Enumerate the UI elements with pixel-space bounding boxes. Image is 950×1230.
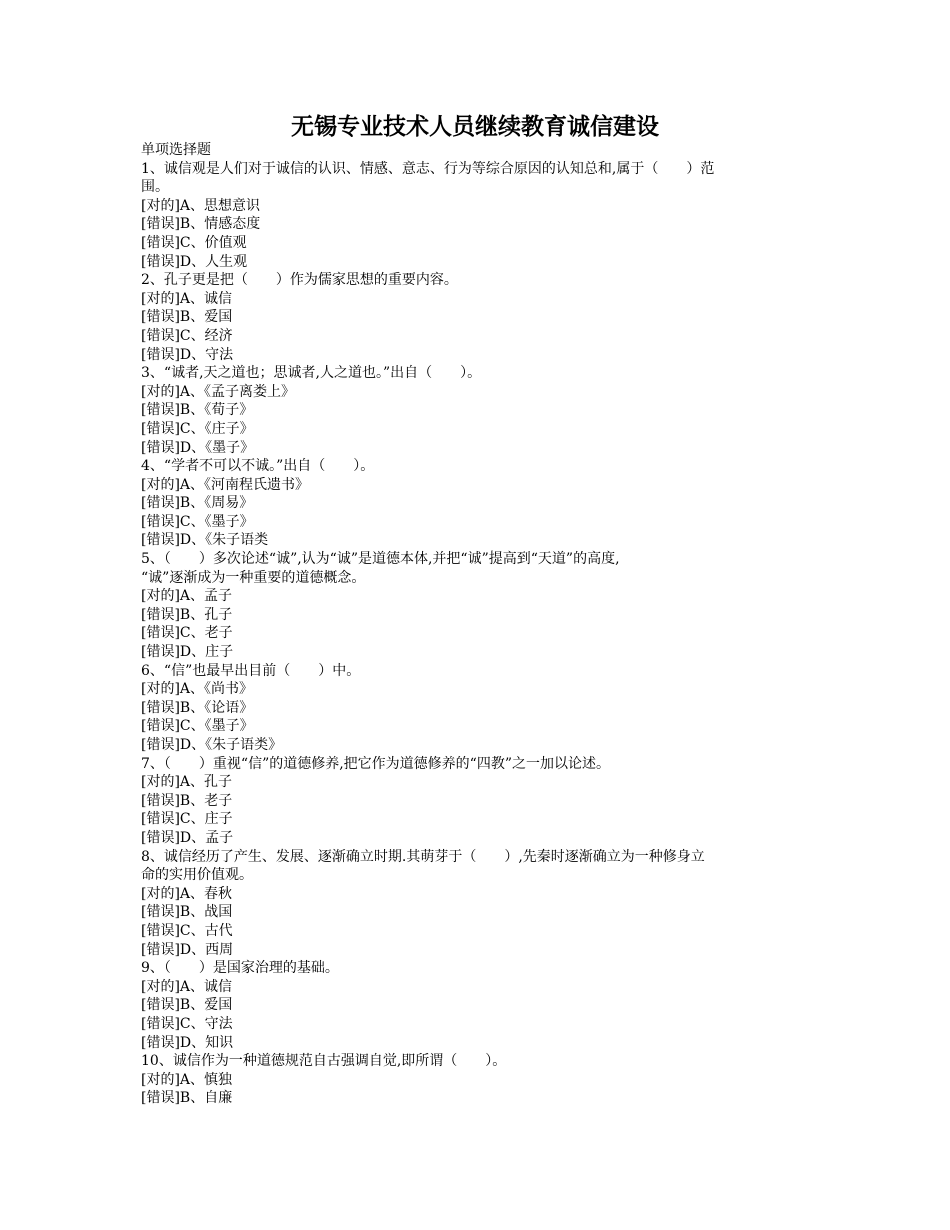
answer-option: [错误]B、战国 [141,904,233,921]
answer-option: [错误]B、《荀子》 [141,402,254,419]
question-stem: 8、诚信经历了产生、发展、逐渐确立时期.其萌芽于（ ）,先秦时逐渐确立为一种修身立 [141,848,705,865]
answer-option: [对的]A、诚信 [141,978,233,995]
question-item [141,1052,816,1108]
answer-option: [对的]A、孔子 [141,774,233,791]
answer-option: [对的]A、春秋 [141,885,233,902]
question-stem: 2、孔子更是把（ ）作为儒家思想的重要内容。 [141,272,458,289]
answer-option: [错误]C、《墨子》 [141,718,254,735]
question-item [141,160,816,272]
answer-option: [错误]C、守法 [141,1015,233,1032]
question-stem: 5、（ ）多次论述“诚”,认为“诚”是道德本体,并把“诚”提高到“天道”的高度, [141,551,620,568]
answer-option: [错误]B、情感态度 [141,216,261,233]
question-stem: 1、诚信观是人们对于诚信的认识、情感、意志、行为等综合原因的认知总和,属于（ ）范 [141,160,715,177]
answer-option: [错误]D、《朱子语类 [141,532,269,549]
answer-option: [错误]C、庄子 [141,811,233,828]
question-list [141,141,816,1108]
answer-option: [对的]A、《尚书》 [141,681,254,698]
section-heading: 单项选择题 [141,142,211,158]
answer-option: [错误]D、《朱子语类》 [141,737,283,753]
answer-option: [对的]A、诚信 [141,290,233,307]
question-stem: 6、“信”也最早出目前（ ）中。 [141,662,361,679]
answer-option: [对的]A、孟子 [141,588,233,605]
answer-option: [对的]A、慎独 [141,1071,233,1088]
answer-option: [错误]B、《周易》 [141,495,254,512]
answer-option: [对的]A、思想意识 [141,197,261,214]
answer-option: [错误]B、老子 [141,792,233,809]
question-item [141,662,816,755]
answer-option: [错误]D、庄子 [141,644,234,661]
answer-option: [错误]B、爱国 [141,997,233,1014]
question-item [141,550,816,662]
answer-option: [错误]B、《论语》 [141,699,254,716]
answer-option: [对的]A、《孟子离娄上》 [141,383,296,400]
answer-option: [错误]C、《墨子》 [141,513,254,530]
answer-option: [错误]C、经济 [141,327,233,344]
question-item [141,959,816,1052]
answer-option: [错误]D、西周 [141,941,234,958]
question-item [141,364,816,457]
question-stem: 命的实用价值观。 [141,867,253,884]
question-stem: 3、“诚者,天之道也；思诚者,人之道也。”出自（ ）。 [141,365,482,382]
answer-option: [错误]B、自廉 [141,1090,233,1107]
answer-option: [错误]B、孔子 [141,606,233,623]
question-item [141,271,816,364]
question-item [141,848,816,960]
answer-option: [错误]D、守法 [141,346,234,363]
question-stem: 10、诚信作为一种道德规范自古强调自觉,即所谓（ ）。 [141,1053,507,1070]
question-stem: 7、（ ）重视“信”的道德修养,把它作为道德修养的“四教”之一加以论述。 [141,755,610,772]
question-stem: 4、“学者不可以不诚。”出自（ ）。 [141,458,375,475]
question-stem: “诚”逐渐成为一种重要的道德概念。 [141,569,366,586]
answer-option: [错误]C、价值观 [141,234,247,251]
answer-option: [错误]D、知识 [141,1034,234,1051]
answer-option: [错误]B、爱国 [141,309,233,326]
answer-option: [错误]C、古代 [141,922,233,939]
answer-option: [错误]D、《墨子》 [141,439,255,456]
question-item [141,755,816,848]
answer-option: [对的]A、《河南程氏遗书》 [141,476,310,493]
question-stem: 9、（ ）是国家治理的基础。 [141,960,339,977]
answer-option: [错误]C、《庄子》 [141,420,254,437]
document-title: 无锡专业技术人员继续教育诚信建设 [291,114,659,140]
answer-option: [错误]D、孟子 [141,829,234,846]
question-stem: 围。 [141,179,169,196]
answer-option: [错误]D、人生观 [141,253,248,270]
answer-option: [错误]C、老子 [141,625,233,642]
question-item [141,457,816,550]
